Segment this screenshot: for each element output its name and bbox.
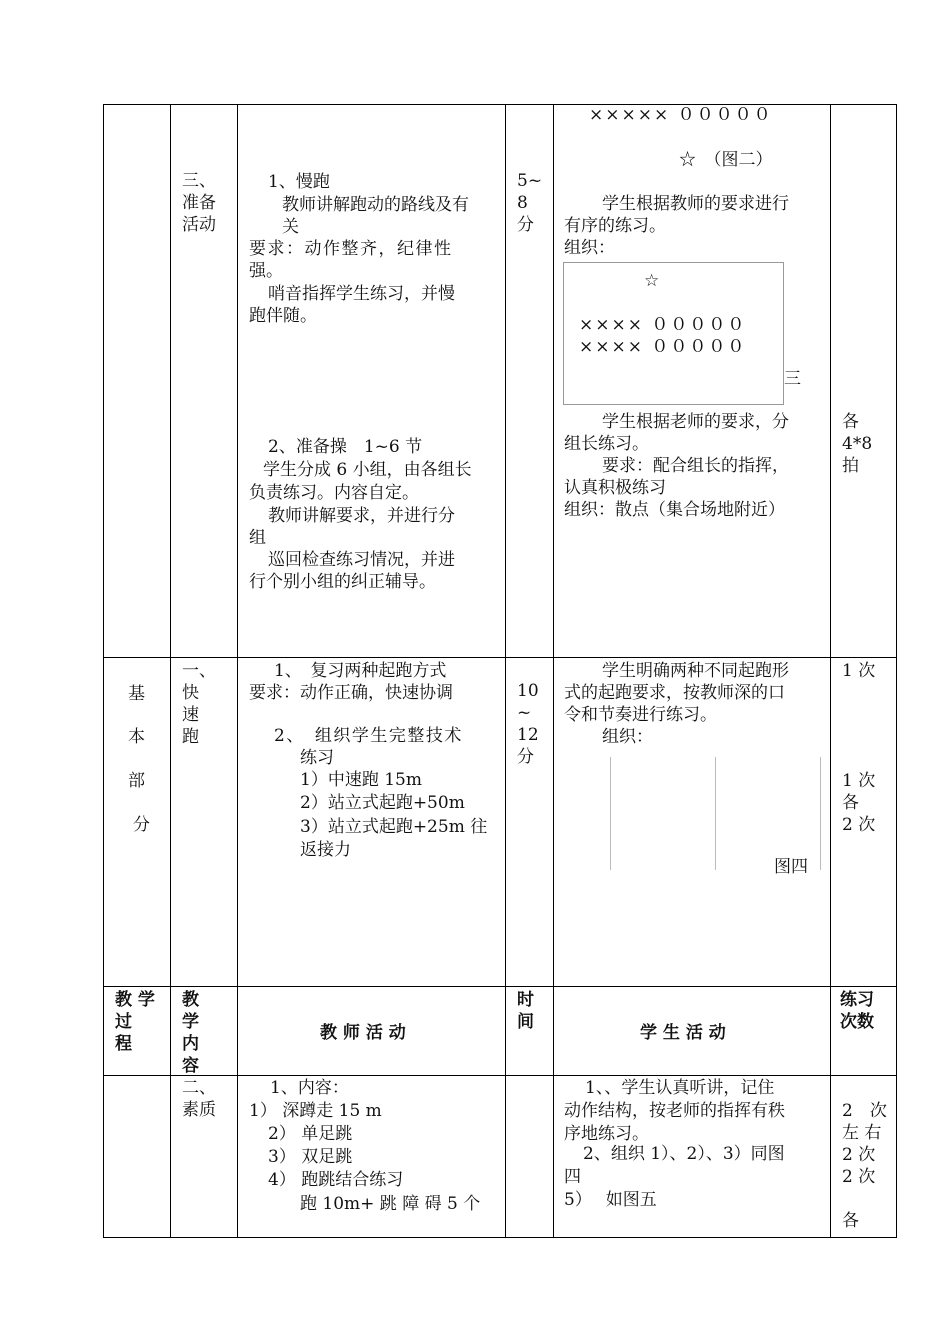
header-teacher: 教 师 活 动 [320,1023,406,1043]
header-process: 教 学 过 程 [115,990,155,1054]
grid-line [505,104,506,1238]
row1-student-org-label: 组织： [564,238,615,258]
row2-student-line: 令和节奏进行练习。 [564,705,717,725]
grid-line [103,104,104,1238]
row1-student-line: 组织：散点（集合场地附近） [564,500,785,520]
process-char: 分 [133,815,150,835]
row1-teacher-line: 教师讲解跑动的路线及有 [282,195,469,215]
row3-student-line: 序地练习。 [564,1124,649,1144]
process-char: 基 [128,684,145,704]
grid-line [103,1237,897,1238]
row1-teacher-line: 关 [282,217,299,237]
row2-teacher-line: 返接力 [300,840,351,860]
formation-caption: 三 [784,369,801,389]
row3-teacher-line: 跑 10m+ 跳 障 碍 5 个 [300,1194,481,1214]
row2-teacher-line: 要求：动作正确，快速协调 [249,683,453,703]
lane-line [610,757,611,870]
grid-line [553,104,554,1238]
row2-teacher-line: 1）中速跑 15m [300,770,422,790]
row1-student-line: 学生根据教师的要求进行 [602,194,789,214]
row2-student-line: 学生明确两种不同起跑形 [602,661,789,681]
row3-student-line: 四 [564,1167,581,1187]
row3-teacher-line: 4） 跑跳结合练习 [268,1170,404,1190]
grid-line [103,104,897,105]
row2-count-2: 1 次 各 2 次 [842,771,876,835]
row3-teacher-line: 2） 单足跳 [268,1124,353,1144]
grid-line [103,986,897,987]
row2-teacher-line: 2、 组织学生完整技术 [274,726,463,746]
row2-student-line: 组织： [602,727,653,747]
row1-student-line: 学生根据老师的要求，分 [602,412,789,432]
row1-teacher-line: 学生分成 6 小组，由各组长 [263,460,472,480]
row3-count: 2 次 左 右 2 次 2 次 各 [842,1101,887,1231]
row2-content-title: 一、 快 速 跑 [182,661,216,747]
row3-teacher-line: 1、内容： [270,1078,349,1098]
row2-student-line: 式的起跑要求，按教师深的口 [564,683,785,703]
process-char: 本 [128,727,145,747]
row1-student-line: 组长练习。 [564,434,649,454]
header-count: 练习 次数 [840,990,874,1032]
row1-teacher-line: 行个别小组的纠正辅导。 [249,572,436,592]
figure-2-caption: ☆ （图二） [679,150,773,170]
grid-line [103,657,897,658]
row1-teacher-line: 教师讲解要求，并进行分 [268,506,455,526]
formation-top: ××××× ０００００ [589,105,773,125]
row2-time: 10 ~ 12 分 [517,681,539,767]
process-char: 部 [128,771,145,791]
row2-count-1: 1 次 [842,661,876,681]
row3-student-line: 2、组织 1）、2）、3）同图 [583,1144,785,1164]
row1-teacher-line: 要求：动作整齐，纪律性 [249,239,453,259]
row2-teacher-line: 2）站立式起跑+50m [300,793,465,813]
lane-line [820,757,821,870]
formation-row: ×××× ０００００ [579,337,747,357]
grid-line [830,104,831,1238]
row1-time: 5~ 8 分 [517,171,543,235]
row3-teacher-line: 1） 深蹲走 15 m [249,1101,382,1121]
grid-line [237,104,238,1238]
row3-content-title: 二、 素质 [182,1078,216,1120]
row1-teacher-line: 跑伴随。 [249,306,317,326]
grid-line [896,104,897,1238]
row1-student-line: 有序的练习。 [564,216,666,236]
row2-teacher-line: 练习 [300,748,334,768]
row1-teacher-item2-title: 2、准备操 1~6 节 [268,437,423,457]
row1-teacher-line: 组 [249,528,266,548]
row1-teacher-line: 哨音指挥学生练习，并慢 [268,284,455,304]
row1-content-title: 三、 准备 活动 [182,171,216,235]
row3-student-line: 动作结构，按老师的指挥有秩 [564,1101,785,1121]
formation-row: ×××× ０００００ [579,315,747,335]
row1-teacher-line: 强。 [249,261,283,281]
lane-line [715,757,716,870]
row1-student-line: 认真积极练习 [564,478,666,498]
grid-line [103,1075,897,1076]
row1-teacher-line: 负责练习。内容自定。 [249,483,419,503]
row1-count: 各 4*8 拍 [842,412,873,476]
row1-teacher-item1-title: 1、慢跑 [268,172,330,192]
row3-teacher-line: 3） 双足跳 [268,1147,353,1167]
header-content: 教 学 内 容 [182,990,199,1076]
grid-line [170,104,171,1238]
figure-4-caption: 图四 [774,857,808,877]
row1-student-line: 要求：配合组长的指挥， [602,456,789,476]
row2-teacher-line: 3）站立式起跑+25m 往 [300,817,488,837]
star-icon: ☆ [644,271,660,291]
header-time: 时 间 [517,990,534,1032]
row3-student-line: 5） 如图五 [564,1190,657,1210]
row2-teacher-line: 1、 复习两种起跑方式 [274,661,447,681]
row3-student-line: 1、、学生认真听讲，记住 [585,1078,775,1098]
row1-teacher-line: 巡回检查练习情况，并进 [268,550,455,570]
header-student: 学 生 活 动 [640,1023,726,1043]
